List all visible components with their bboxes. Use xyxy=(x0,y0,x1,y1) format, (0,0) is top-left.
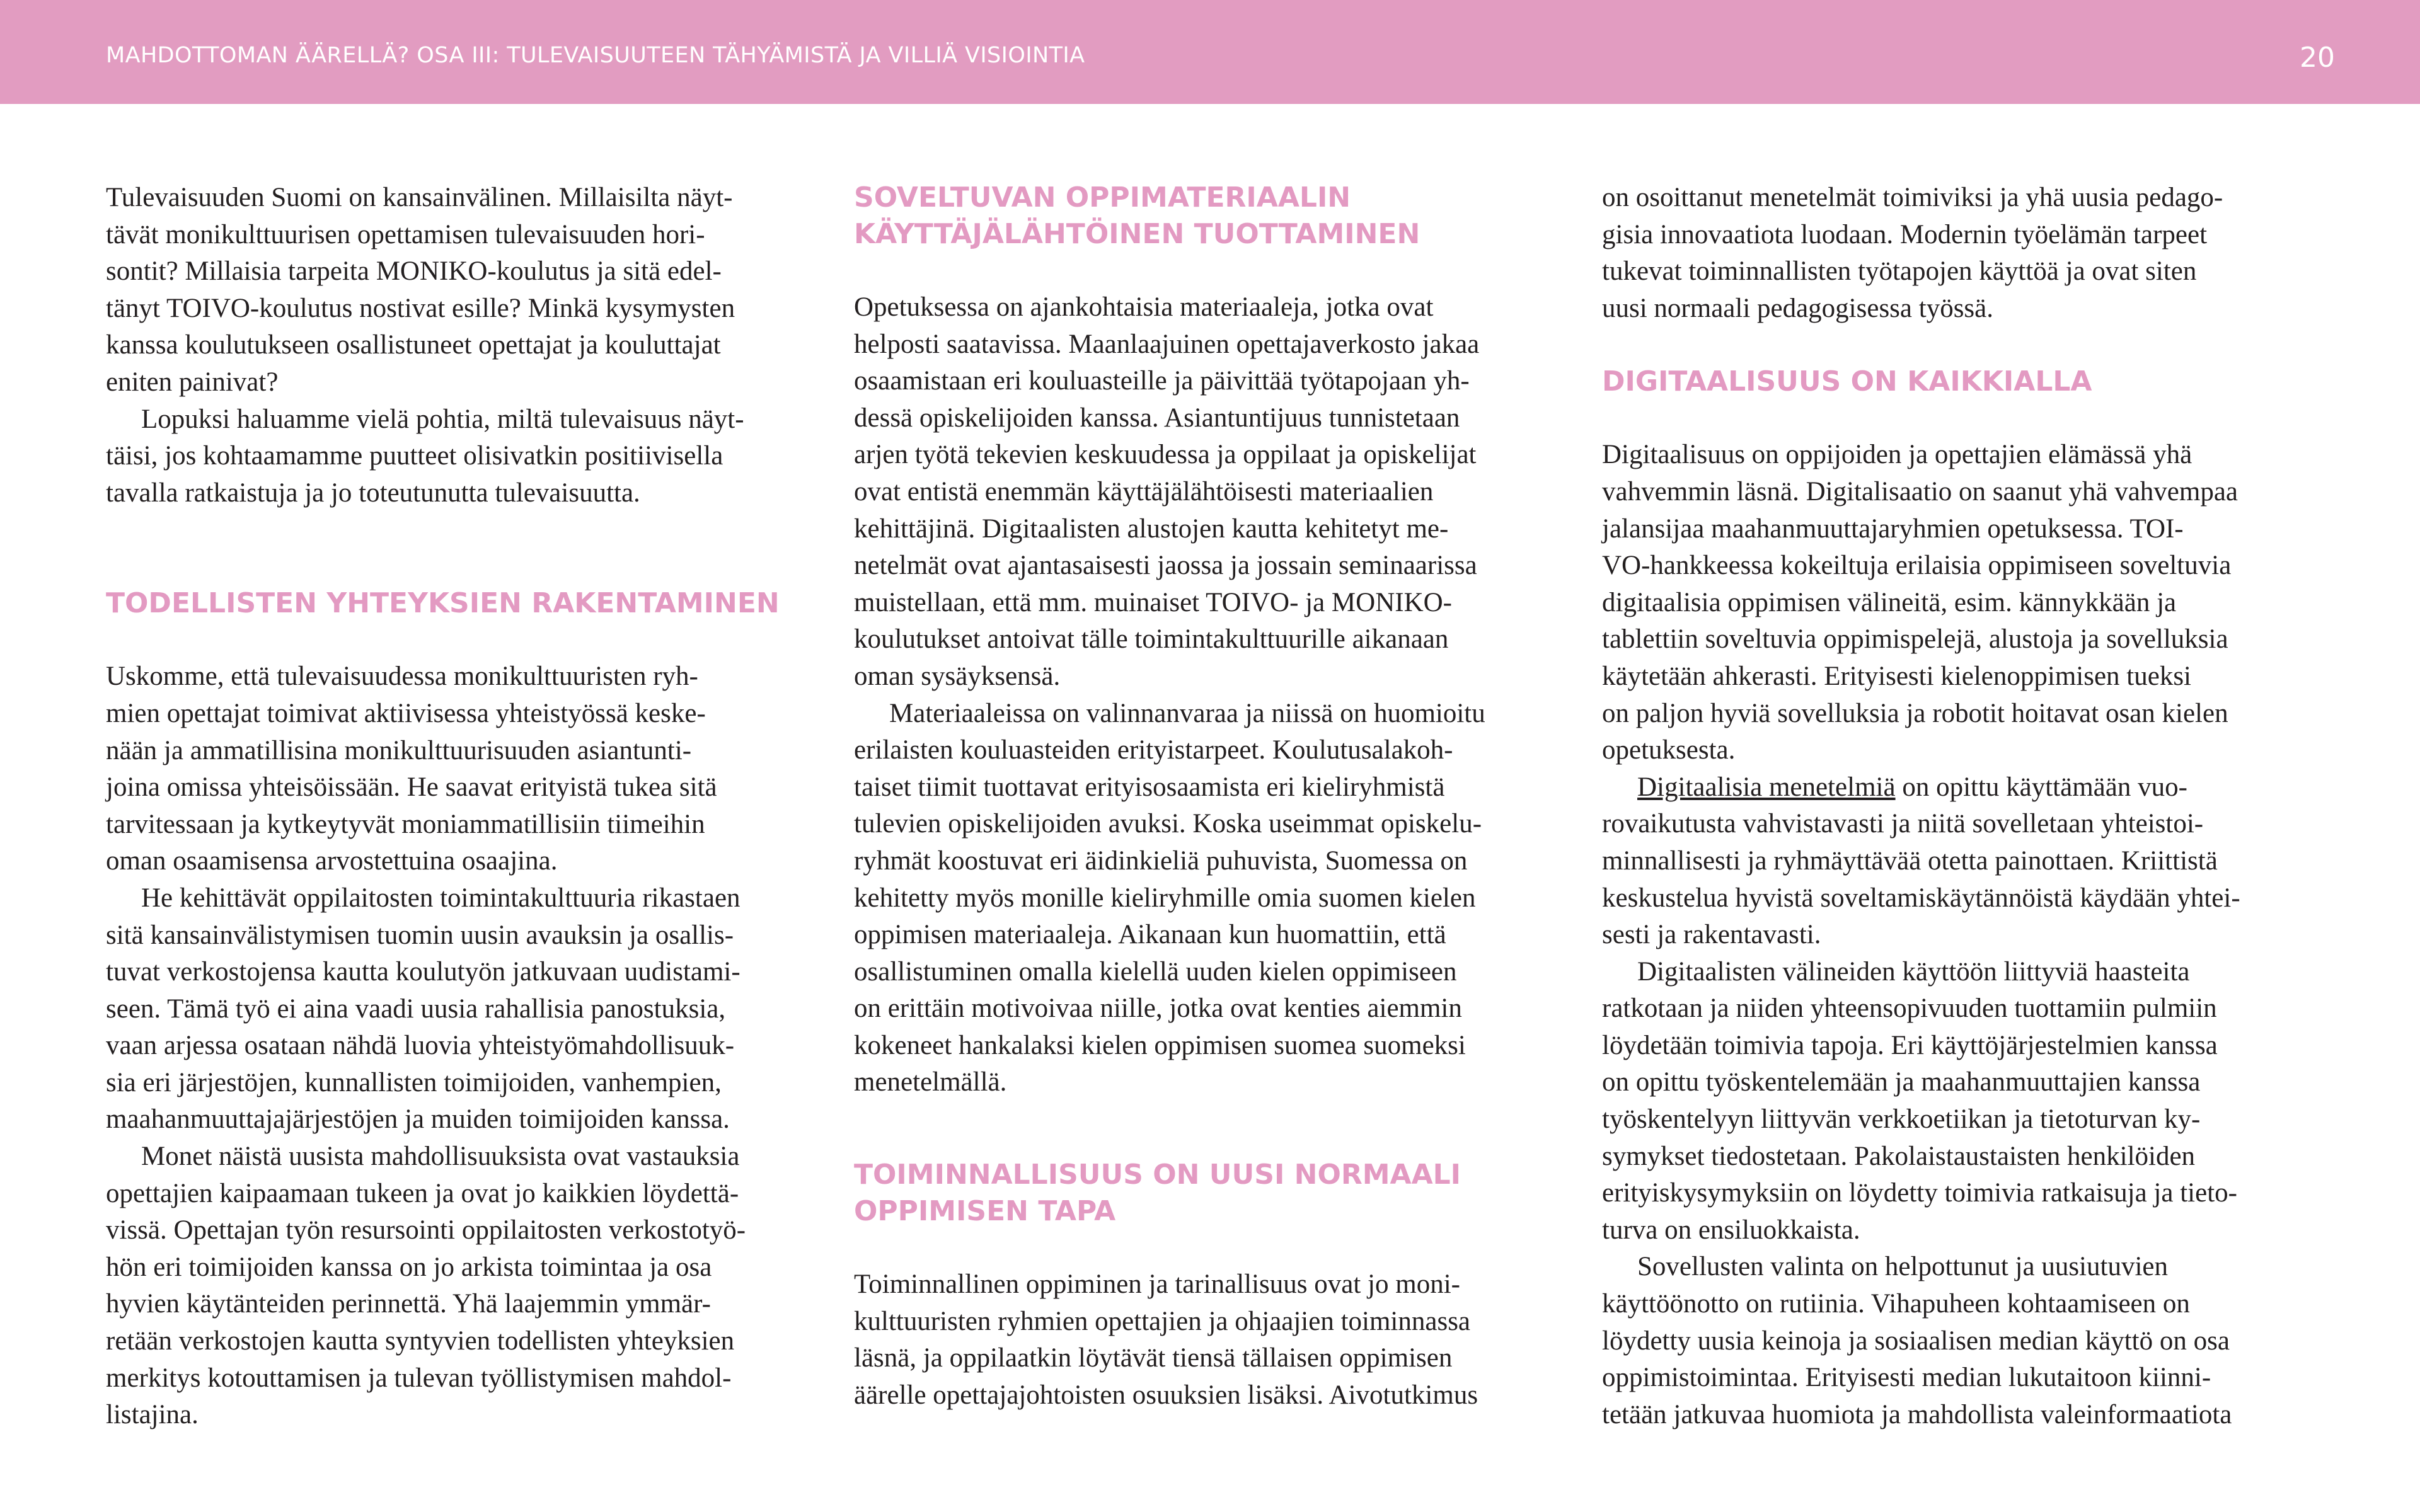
intro-paragraph xyxy=(106,180,818,401)
text-line: eniten painivat? xyxy=(106,367,279,397)
text-line: oman sysäyksensä. xyxy=(854,661,1061,691)
text-line: KÄYTTÄJÄLÄHTÖINEN TUOTTAMINEN xyxy=(854,218,1420,250)
text-line: oman osaamisensa arvostettuina osaajina. xyxy=(106,846,558,876)
text-line: VO-hankkeessa kokeiltuja erilaisia oppimiseen soveltuvia xyxy=(1602,551,2232,581)
header-bar xyxy=(0,0,2420,104)
text-line: täisi, jos kohtaamamme puutteet olisivatkin positiivisella xyxy=(106,441,723,471)
text-line: kanssa koulutukseen osallistuneet opettajat ja kouluttajat xyxy=(106,330,721,360)
link-line-rest: on opittu käyttämään vuo- xyxy=(1895,772,2187,802)
text-line: nään ja ammatillisina monikulttuurisuuden asiantunti- xyxy=(106,735,692,765)
paragraph xyxy=(106,1138,818,1434)
text-line: Digitaalisten välineiden käyttöön liittyviä haasteita xyxy=(1637,956,2190,987)
text-line: on osoittanut menetelmät toimiviksi ja yhä uusia pedago- xyxy=(1602,183,2223,212)
section-heading-digitaalisuus: DIGITAALISUUS ON KAIKKIALLA xyxy=(1602,365,2092,398)
text-line: kehitetty myös monille kieliryhmille omia suomen kielen xyxy=(854,883,1476,913)
text-line: erilaisten kouluasteiden erityistarpeet. Koulutusalakoh- xyxy=(854,735,1453,765)
text-line: käytetään ahkerasti. Erityisesti kielenoppimisen tueksi xyxy=(1602,661,2191,691)
section-heading-toiminnallisuus xyxy=(854,1157,1566,1230)
text-line: tetään jatkuvaa huomiota ja mahdollista valeinformaatiota xyxy=(1602,1399,2232,1429)
text-line: uusi normaali pedagogisessa työssä. xyxy=(1602,293,1994,323)
text-line: Uskomme, että tulevaisuudessa monikulttuuristen ryh- xyxy=(106,662,698,692)
section-heading-todellisten-yhteyksien: TODELLISTEN YHTEYKSIEN RAKENTAMINEN xyxy=(106,587,780,620)
text-line: osallistuminen omalla kielellä uuden kielen oppimiseen xyxy=(854,956,1457,987)
text-line: dessä opiskelijoiden kanssa. Asiantuntijuus tunnistetaan xyxy=(854,403,1460,433)
text-line: hön eri toimijoiden kanssa on jo arkista toimintaa ja osa xyxy=(106,1252,712,1282)
text-line: menetelmällä. xyxy=(854,1067,1007,1097)
text-line: kehittäjinä. Digitaalisten alustojen kautta kehitetyt me- xyxy=(854,513,1449,544)
text-line: vaan arjessa osataan nähdä luovia yhteistyömahdollisuuk- xyxy=(106,1031,735,1061)
text-line: hyvien käytänteiden perinnettä. Yhä laajemmin ymmär- xyxy=(106,1289,711,1319)
text-line: merkitys kotouttamisen ja tulevan työllistymisen mahdol- xyxy=(106,1363,732,1393)
paragraph xyxy=(1602,437,2314,769)
text-line: löydetään toimivia tapoja. Eri käyttöjärjestelmien kanssa xyxy=(1602,1030,2218,1060)
text-line: tukevat toiminnallisten työtapojen käyttöä ja ovat siten xyxy=(1602,256,2197,287)
text-line: OPPIMISEN TAPA xyxy=(854,1195,1116,1228)
section-heading-soveltuvan-oppimateriaalin xyxy=(854,180,1566,253)
text-line: symykset tiedostetaan. Pakolaistaustaisten henkilöiden xyxy=(1602,1141,2196,1171)
text-line: osaamistaan eri kouluasteille ja päivittää työtapojaan yh- xyxy=(854,366,1470,396)
text-line: erityiskysymyksiin on löydetty toimivia ratkaisuja ja tieto- xyxy=(1602,1178,2237,1208)
paragraph xyxy=(1602,954,2314,1249)
paragraph xyxy=(854,289,1566,696)
paragraph xyxy=(1602,1249,2314,1433)
text-line: opetuksesta. xyxy=(1602,735,1736,765)
text-line: He kehittävät oppilaitosten toimintakulttuuria rikastaen xyxy=(141,883,740,913)
text-line: tänyt TOIVO-koulutus nostivat esille? Minkä kysymysten xyxy=(106,293,735,323)
column-2 xyxy=(854,180,1566,1414)
text-line: rovaikutusta vahvistavasti ja niitä sovelletaan yhteistoi- xyxy=(1602,809,2204,839)
text-line: on paljon hyviä sovelluksia ja robotit hoitavat osan kielen xyxy=(1602,698,2228,728)
text-line: netelmät ovat ajantasaisesti jaossa ja jossain seminaarissa xyxy=(854,551,1477,581)
text-line: arjen työtä tekevien keskuudessa ja oppilaat ja opiskelijat xyxy=(854,440,1477,470)
text-line: opettajien kaipaamaan tukeen ja ovat jo kaikkien löydettä- xyxy=(106,1178,739,1208)
text-line: taiset tiimit tuottavat erityisosaamista eri kieliryhmistä xyxy=(854,772,1445,802)
paragraph xyxy=(854,1266,1566,1414)
text-line: sontit? Millaisia tarpeita MONIKO-koulutus ja sitä edel- xyxy=(106,256,722,287)
paragraph xyxy=(106,880,818,1138)
text-line: Materiaaleissa on valinnanvaraa ja niissä on huomioitu xyxy=(889,698,1485,728)
text-line: Tulevaisuuden Suomi on kansainvälinen. Millaisilta näyt- xyxy=(106,183,733,212)
text-line: joina omissa yhteisöissään. He saavat erityistä tukea sitä xyxy=(106,772,717,803)
text-line: kokeneet hankalaksi kielen oppimisen suomea suomeksi xyxy=(854,1030,1466,1060)
text-line: koulutukset antoivat tälle toimintakulttuurille aikanaan xyxy=(854,624,1449,655)
text-line: sia eri järjestöjen, kunnallisten toimijoiden, vanhempien, xyxy=(106,1067,722,1097)
text-line: käyttöönotto on rutiinia. Vihapuheen kohtaamiseen on xyxy=(1602,1289,2190,1319)
text-line: äärelle opettajajohtoisten osuuksien lisäksi. Aivotutkimus xyxy=(854,1380,1478,1410)
paragraph xyxy=(106,658,818,880)
text-line: löydetty uusia keinoja ja sosiaalisen median käyttö on osa xyxy=(1602,1326,2230,1356)
page-number: 20 xyxy=(2300,42,2335,74)
text-line: minnallisesti ja ryhmäyttävää otetta painottaen. Kriittistä xyxy=(1602,845,2218,876)
text-line: kulttuuristen ryhmien opettajien ja ohjaajien toiminnassa xyxy=(854,1306,1471,1336)
text-line: tuvat verkostojensa kautta koulutyön jatkuvaan uudistami- xyxy=(106,957,740,987)
text-line: vahvemmin läsnä. Digitalisaatio on saanut yhä vahvempaa xyxy=(1602,476,2238,507)
text-line: läsnä, ja oppilaatkin löytävät tiensä tällaisen oppimisen xyxy=(854,1343,1453,1373)
text-line: muistellaan, että mm. muinaiset TOIVO- ja MONIKO- xyxy=(854,587,1453,617)
text-line xyxy=(1602,769,2314,806)
text-line: retään verkostojen kautta syntyvien todellisten yhteyksien xyxy=(106,1326,735,1356)
text-line: vissä. Opettajan työn resursointi oppilaitosten verkostotyö- xyxy=(106,1215,746,1246)
text-line: ryhmät koostuvat eri äidinkieliä puhuvista, Suomessa on xyxy=(854,845,1468,876)
paragraph-with-link xyxy=(1602,769,2314,954)
text-line: tarvitessaan ja kytkeytyvät moniammatillisiin tiimeihin xyxy=(106,809,705,839)
text-line: Monet näistä uusista mahdollisuuksista ovat vastauksia xyxy=(141,1142,740,1172)
text-line: listajina. xyxy=(106,1400,199,1430)
text-line: on opittu työskentelemään ja maahanmuuttajien kanssa xyxy=(1602,1067,2201,1097)
text-line: Opetuksessa on ajankohtaisia materiaaleja, jotka ovat xyxy=(854,292,1434,322)
text-line: maahanmuuttajajärjestöjen ja muiden toimijoiden kanssa. xyxy=(106,1104,730,1135)
text-line: sitä kansainvälistymisen tuomin uusin avauksin ja osallis- xyxy=(106,920,734,950)
text-line: ratkotaan ja niiden yhteensopivuuden tuottamiin pulmiin xyxy=(1602,994,2217,1024)
text-line: sesti ja rakentavasti. xyxy=(1602,920,1821,950)
text-line: tävät monikulttuurisen opettamisen tulevaisuuden hori- xyxy=(106,219,705,249)
paragraph xyxy=(1602,180,2314,327)
text-line: Lopuksi haluamme vielä pohtia, miltä tulevaisuus näyt- xyxy=(141,404,744,434)
column-1 xyxy=(106,180,818,1434)
text-line: mien opettajat toimivat aktiivisessa yhteistyössä keske- xyxy=(106,698,706,728)
text-line: tulevien opiskelijoiden avuksi. Koska useimmat opiskelu- xyxy=(854,809,1482,839)
text-line: oppimisen materiaaleja. Aikanaan kun huomattiin, että xyxy=(854,920,1446,950)
intro-paragraph-2 xyxy=(106,401,818,512)
text-line: gisia innovaatiota luodaan. Modernin työelämän tarpeet xyxy=(1602,219,2208,249)
text-line: tablettiin soveltuvia oppimispelejä, alustoja ja sovelluksia xyxy=(1602,624,2228,655)
text-line: digitaalisia oppimisen välineitä, esim. kännykkään ja xyxy=(1602,587,2177,617)
text-line: Digitaalisuus on oppijoiden ja opettajien elämässä yhä xyxy=(1602,440,2192,470)
text-line: SOVELTUVAN OPPIMATERIAALIN xyxy=(854,181,1351,214)
text-line: Toiminnallinen oppiminen ja tarinallisuus ovat jo moni- xyxy=(854,1269,1460,1300)
text-line: helposti saatavissa. Maanlaajuinen opettajaverkosto jakaa xyxy=(854,329,1480,359)
text-line: jalansijaa maahanmuuttajaryhmien opetuksessa. TOI- xyxy=(1602,513,2184,544)
text-line: työskentelyyn liittyvän verkkoetiikan ja tietoturvan ky- xyxy=(1602,1104,2201,1135)
running-title: MAHDOTTOMAN ÄÄRELLÄ? OSA III: TULEVAISUUTEEN TÄHYÄMISTÄ JA VILLIÄ VISIOINTIA xyxy=(106,43,1085,68)
digitaalisia-menetelmia-link[interactable]: Digitaalisia menetelmiä xyxy=(1637,772,1896,802)
paragraph xyxy=(854,696,1566,1102)
text-line: on erittäin motivoivaa niille, jotka ovat kenties aiemmin xyxy=(854,994,1462,1024)
column-3 xyxy=(1602,180,2314,1433)
text-line: oppimistoimintaa. Erityisesti median lukutaitoon kiinni- xyxy=(1602,1363,2211,1393)
text-line: Sovellusten valinta on helpottunut ja uusiutuvien xyxy=(1637,1252,2168,1282)
text-line: turva on ensiluokkaista. xyxy=(1602,1215,1860,1245)
text-line: TOIMINNALLISUUS ON UUSI NORMAALI xyxy=(854,1159,1461,1191)
text-line: keskustelua hyvistä soveltamiskäytännöistä käydään yhtei- xyxy=(1602,883,2240,913)
text-line: seen. Tämä työ ei aina vaadi uusia rahallisia panostuksia, xyxy=(106,994,726,1024)
text-line: ovat entistä enemmän käyttäjälähtöisesti materiaalien xyxy=(854,476,1434,507)
text-line: tavalla ratkaistuja ja jo toteutunutta tulevaisuutta. xyxy=(106,478,640,508)
